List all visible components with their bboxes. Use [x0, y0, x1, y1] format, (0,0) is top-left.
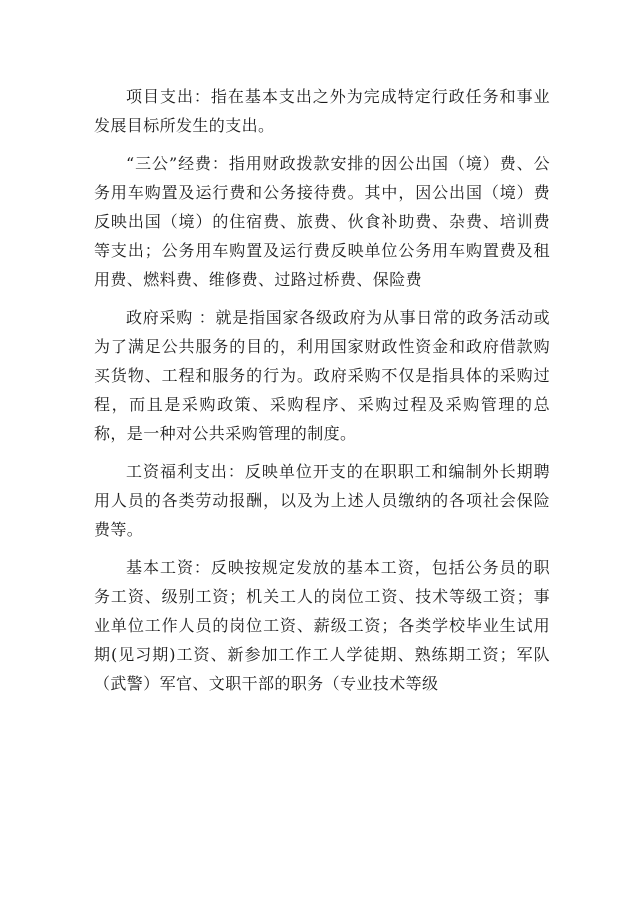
paragraph-salary-welfare: 工资福利支出：反映单位开支的在职职工和编制外长期聘用人员的各类劳动报酬，以及为上述人员缴纳的各项社会保险费等。 [94, 462, 550, 539]
paragraph-government-procurement: 政府采购 ：就是指国家各级政府为从事日常的政务活动或为了满足公共服务的目的，利用国家财政性资金和政府借款购买货物、工程和服务的行为。政府采购不仅是指具体的采购过程，而且是采购政策、采购程序、采购过程及采购管理的总称，是一种对公共采购管理的制度。 [94, 308, 550, 443]
paragraph-basic-salary: 基本工资：反映按规定发放的基本工资，包括公务员的职务工资、级别工资；机关工人的岗位工资、技术等级工资；事业单位工作人员的岗位工资、薪级工资；各类学校毕业生试用期(见习期)工资、新参加工作工人学徒期、熟练期工资；军队（武警）军官、文职干部的职务（专业技术等级 [94, 558, 550, 693]
paragraph-project-expenditure: 项目支出：指在基本支出之外为完成特定行政任务和事业发展目标所发生的支出。 [94, 87, 550, 135]
paragraph-three-public-expenses: “三公”经费：指用财政拨款安排的因公出国（境）费、公务用车购置及运行费和公务接待费。其中，因公出国（境）费反映出国（境）的住宿费、旅费、伙食补助费、杂费、培训费等支出；公务用车购置及运行费反映单位公务用车购置费及租用费、燃料费、维修费、过路过桥费、保险费 [94, 154, 550, 289]
document-body [94, 82, 550, 707]
